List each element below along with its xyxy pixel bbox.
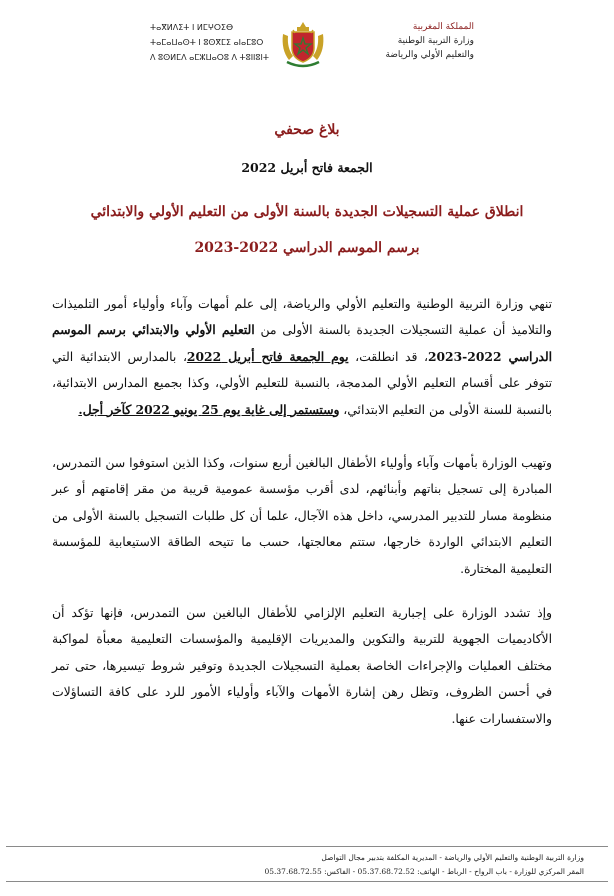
footer-divider [6, 846, 608, 847]
p1-text-c: ، قد انطلقت، [348, 349, 428, 364]
moroccan-coat-of-arms-icon [279, 20, 327, 70]
header-arabic [385, 20, 474, 62]
paragraph-2: وتهيب الوزارة بأمهات وآباء وأولياء الأطفال البالغين أربع سنوات، وكذا الذين استوفوا سن التمدرس، المبادرة إلى تسجيل بناتهم وأبنائهم، لدى أقرب مؤسسة عمومية قريبة من مقر إقامتهم أو عبر منظومة مسار للتدبير المدرسي، داخل هذه الآجال، علما أن كل طلبات التسجيل بالسنة الأولى من التعليم الابتدائي الواردة خارجها، ستتم معالجتها، حسب ما تتيحه الطاقة الاستيعابية للمؤسسة التعليمية المختارة. [52, 456, 552, 576]
p1-bold-program: التعليم الأولي والابتدائي برسم الموسم الدراسي 2022-2023 [52, 322, 553, 364]
p1-text-e: ، بالمدارس الابتدائية التي تتوفر على أقسام التعليم الأولي المدمجة، بالنسبة للتعليم الأولي، وكذا بجميع المدارس الابتدائية، بالنسبة للسنة الأولى من التعليم الابتدائي، [52, 349, 552, 417]
footer-line-1: وزارة التربية الوطنية والتعليم الأولي والرياضة - المديرية المكلفة بتدبير مجال التواصل [321, 853, 584, 862]
p1-deadline: وستستمر إلى غاية يوم 25 يونيو 2022 كآخر أجل. [78, 401, 340, 417]
header-tifinagh-line3: ⴷ ⵓⵙⵍⵎⴷ ⴰⵎⵣⵡⴰⵔⵓ ⴷ ⵜⵓⵏⵏⵓⵏⵜ [150, 53, 269, 62]
header-ministry: وزارة التربية الوطنية [397, 36, 474, 46]
paragraph-1 [52, 291, 552, 423]
press-release-season: برسم الموسم الدراسي 2022-2023 [194, 240, 420, 256]
header-tifinagh-line1: ⵜⴰⴳⵍⴷⵉⵜ ⵏ ⵍⵎⵖⵔⵉⴱ [150, 23, 234, 32]
p1-text-a: تنهي وزارة التربية الوطنية والتعليم الأولي والرياضة، إلى علم أمهات وآباء وأولياء أمور التلميذات والتلاميذ أن عملية التسجيلات الجديدة بالسنة الأولى من [52, 297, 552, 338]
header-tifinagh-line2: ⵜⴰⵎⴰⵡⴰⵙⵜ ⵏ ⵓⵙⴳⵎⵉ ⴰⵏⴰⵎⵓⵔ [150, 38, 264, 47]
press-release-title: بلاغ صحفي [274, 122, 340, 138]
press-release-subject: انطلاق عملية التسجيلات الجديدة بالسنة الأولى من التعليم الأولي والابتدائي [90, 204, 524, 220]
footer-bottom-divider [6, 881, 608, 882]
paragraph-3: وإذ تشدد الوزارة على إجبارية التعليم الإلزامي للأطفال البالغين سن التمدرس، فإنها تؤكد أن الأكاديميات الجهوية للتربية والتكوين والمديريات الإقليمية والمؤسسات التعليمية معبأة لمواكبة مختلف العمليات والإجراءات الخاصة بعملية التسجيلات الجديدة وتوفير شروط تيسيرها، حتى تمر في أحسن الظروف، وتظل رهن إشارة الأمهات والآباء وأولياء الأمور للرد على كافة التساؤلات والاستفسارات عنها. [52, 606, 552, 726]
header-tifinagh [150, 20, 269, 65]
footer-line-2: المقر المركزي للوزارة - باب الرواح - الرباط - الهاتف: 05.37.68.72.52 - الفاكس: 05.37.68.72.55 [264, 867, 584, 876]
p1-start-date: يوم الجمعة فاتح أبريل 2022 [186, 348, 349, 364]
header-ministry-sub: والتعليم الأولي والرياضة [385, 50, 474, 60]
press-release-date: الجمعة فاتح أبريل 2022 [241, 160, 373, 175]
header-kingdom: المملكة المغربية [412, 22, 474, 32]
